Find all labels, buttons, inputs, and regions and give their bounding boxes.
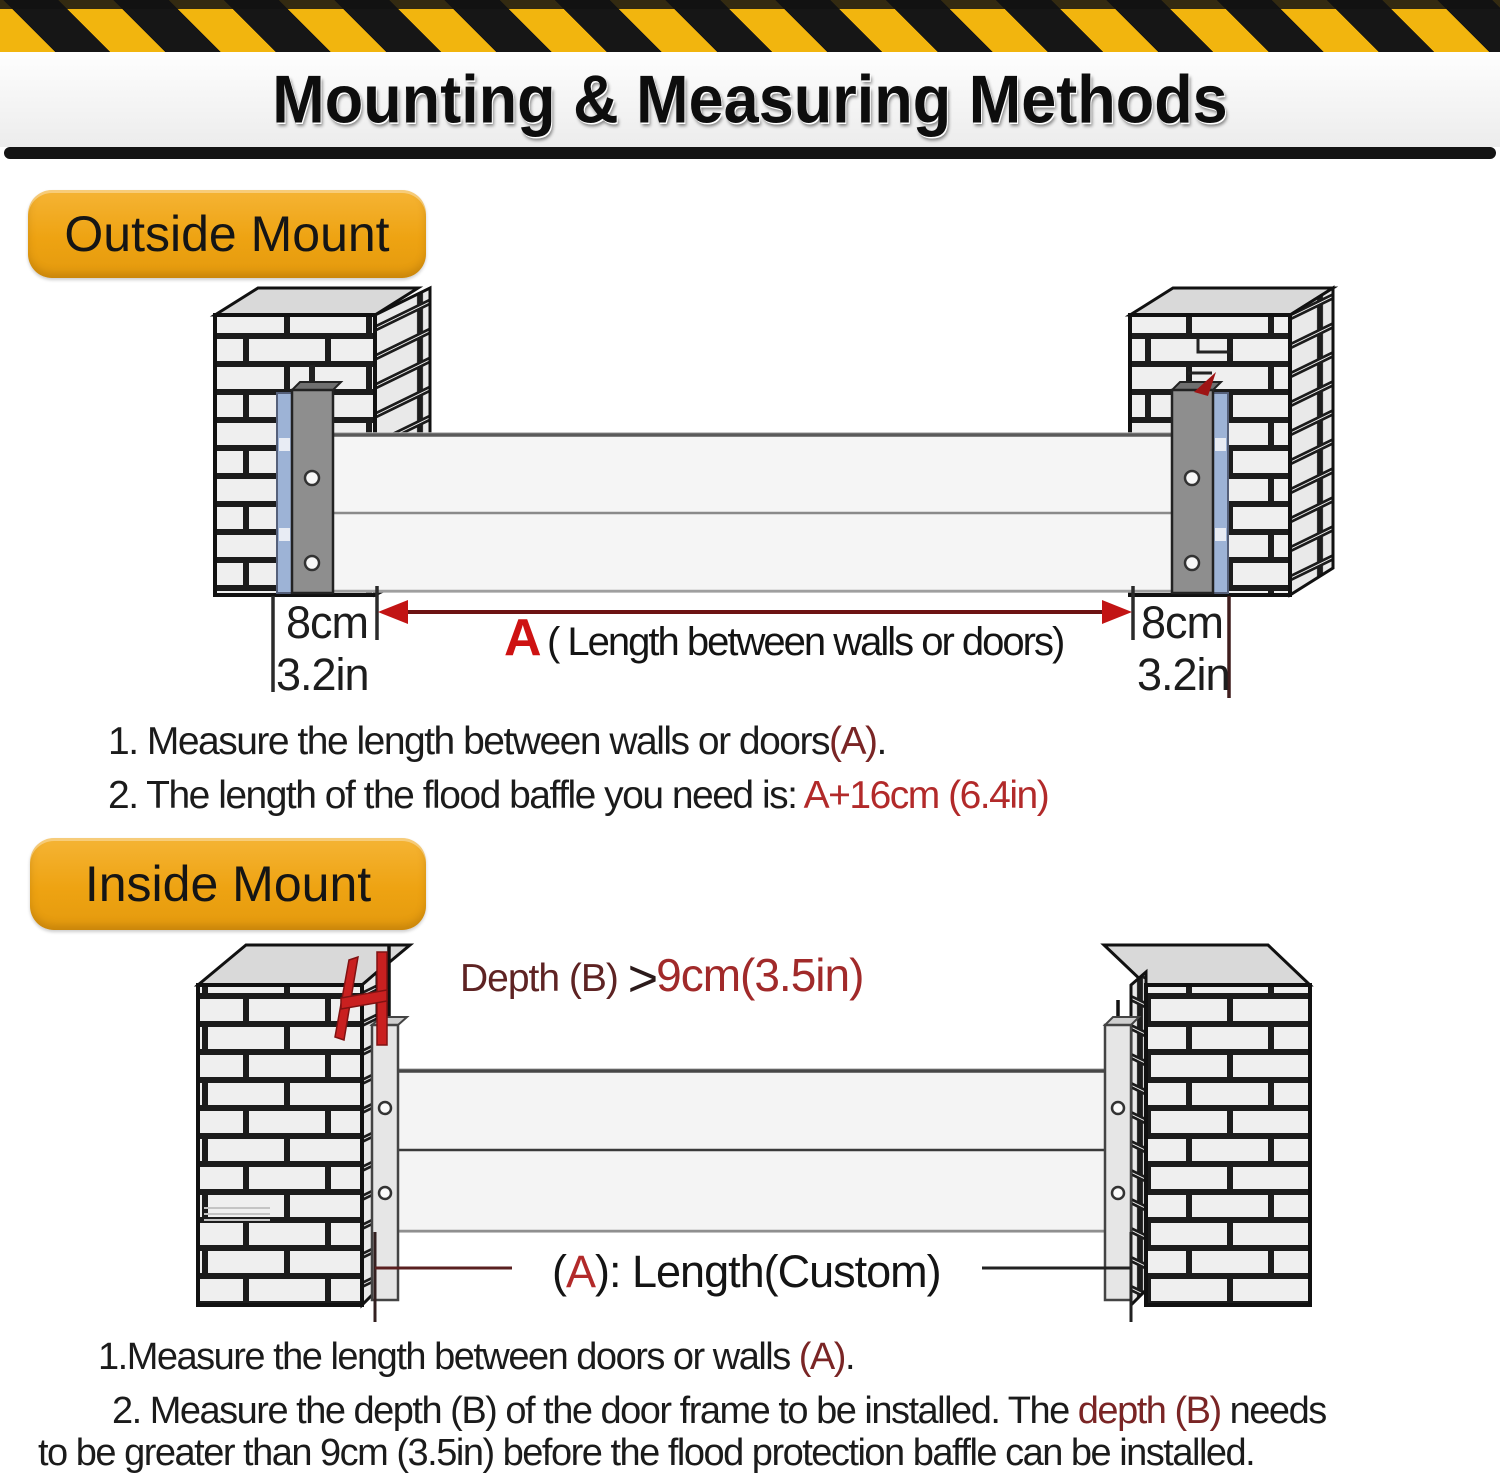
inside-step-2-line-1: 2. Measure the depth (B) of the door frame to be installed. The depth (B) needs [112,1390,1326,1432]
right-mounting-channel [1172,372,1228,593]
flood-barrier-panels [398,1069,1105,1232]
right-offset-in-label: 3.2in [1137,649,1230,700]
outside-mount-badge-label: Outside Mount [64,206,390,262]
screw-hole [379,1187,391,1199]
inside-mount-badge-label: Inside Mount [84,856,372,912]
screw-hole [1112,1187,1124,1199]
dimension-description-label: ( Length between walls or doors) [547,620,1064,664]
title-underline-bar [4,147,1496,159]
inside-step-2-line-2: to be greater than 9cm (3.5in) before the flood protection baffle can be installed. [38,1432,1255,1474]
hazard-top-edge [0,0,1500,9]
arrow-head-right-icon [1102,600,1132,624]
dimension-A-label: A [504,609,542,667]
arrow-head-left-icon [378,600,408,624]
page-title: Mounting & Measuring Methods [272,61,1228,138]
screw-hole [1185,471,1199,485]
screw-hole [379,1102,391,1114]
screw-hole [1112,1102,1124,1114]
screw-hole [305,471,319,485]
left-offset-cm-label: 8cm [286,597,369,648]
left-mounting-channel [277,382,341,593]
outside-mount-badge [28,190,426,278]
left-offset-in-label: 3.2in [276,649,369,700]
right-brick-pillar [1104,945,1310,1305]
inside-mount-badge [30,838,426,930]
inside-step-1: 1.Measure the length between doors or walls (A). [98,1336,854,1378]
depth-requirement-label: Depth (B) >9cm(3.5in) [460,949,864,1008]
title-band [0,52,1500,147]
flood-barrier-panels [333,433,1172,592]
screw-hole [305,556,319,570]
right-offset-cm-label: 8cm [1141,597,1224,648]
screw-hole [1185,556,1199,570]
outside-step-2: 2. The length of the flood baffle you need is: A+16cm (6.4in) [108,774,1049,817]
left-gasket-strip [277,393,292,593]
custom-length-label: (A): Length(Custom) [552,1246,941,1297]
right-gasket-strip [1213,393,1228,593]
outside-step-1: 1. Measure the length between walls or doors(A). [108,720,886,763]
